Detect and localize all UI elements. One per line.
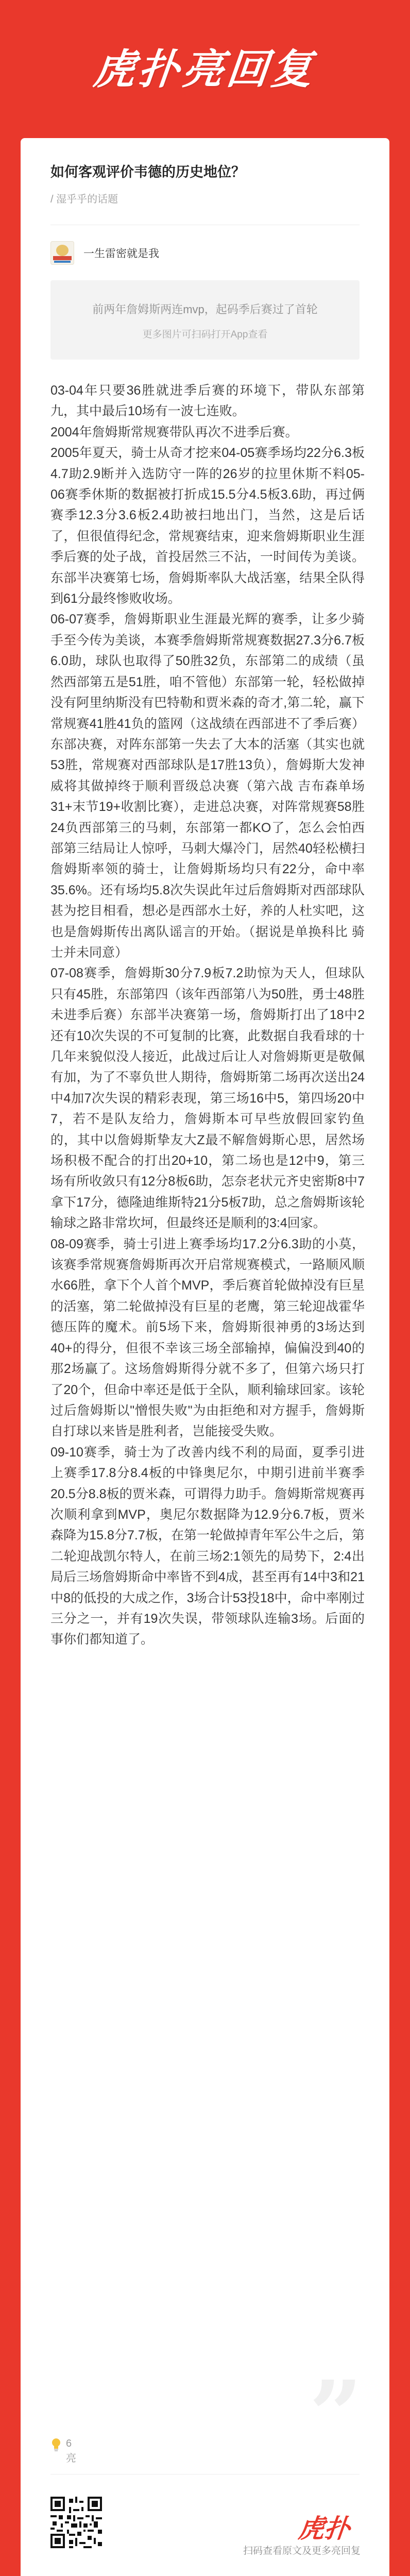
quote-mark-icon: ” xyxy=(309,2361,363,2469)
divider xyxy=(50,2474,360,2475)
answer-paragraph: 2004年詹姆斯常规赛带队再次不进季后赛。 xyxy=(50,425,298,439)
answer-paragraph: 08-09赛季，骑士引进上赛季场均17.2分6.3助的小莫，该赛季常规赛詹姆斯再次开启常规赛模式，一路顺风顺水66胜，拿下个人首个MVP，季后赛首轮做掉没有巨星的活塞，第二轮做掉没有巨星的老鹰，第三轮迎战霍华德压阵的魔术。前5场下来，詹姆斯很神勇的3场达到40+的得分，但很不幸该三场全部输掉，偏偏没到40的那2场赢了。这场詹姆斯得分就不多了，但第六场只打了20个，但命中率还是低于全队，顺利输球回家。该轮过后詹姆斯以"憎恨失败"为由拒绝和对方握手，詹姆斯自打球以来皆是胜利者，岂能接受失败。 xyxy=(50,1236,365,1439)
answer-paragraph: 09-10赛季，骑士为了改善内线不利的局面，夏季引进上赛季17.8分8.4板的中锋奥尼尔，中期引进前半赛季20.5分8.8板的贾米森，可谓得力助手。詹姆斯常规赛再次顺利拿到MVP，奥尼尔数据降为12.9分6.7板，贾米森降为15.8分7.7板，在第一轮做掉青年军公牛之后，第二轮迎战凯尔特人，在前三场2:1领先的局势下，2:4出局后三场詹姆斯命中率皆不到4成，甚至再有14中3和21中8的低投的大成之作，3场合计53投18中，命中率刚过三分之一，并有19次失误，带领球队连输3场。后面的事你们都知道了。 xyxy=(50,1445,365,1647)
author-name[interactable]: 一生雷密就是我 xyxy=(83,248,159,260)
avatar-icon[interactable] xyxy=(50,241,74,265)
answer-body xyxy=(50,380,365,1650)
topic-link[interactable]: / 湿乎乎的话题 xyxy=(50,194,118,205)
scan-hint: 扫码查看原文及更多亮回复 xyxy=(243,2546,361,2556)
question-title[interactable]: 如何客观评价韦德的历史地位？ xyxy=(50,164,245,180)
quoted-reply xyxy=(50,280,360,360)
answer-paragraph: 03-04年只要36胜就进季后赛的环境下，带队东部第九，其中最后10场有一波七连败。 xyxy=(50,383,365,419)
quoted-reply-text: 前两年詹姆斯两连mvp，起码季后赛过了首轮 xyxy=(92,303,318,316)
answer-paragraph: 2005年夏天，骑士从奇才挖来04-05赛季场均22分6.3板4.7助2.9断并入选防守一阵的26岁的拉里休斯不料05-06赛季休斯的数据被打折成15.5分4.5板3.6助，再过俩赛季12.3分3.6板2.4助被扫地出门，当然，这是后话了，但很值得纪念，常规赛结束，迎来詹姆斯职业生涯季后赛的处子战，首投居然三不沾，一时间传为美谈。东部半决赛第七场，詹姆斯率队大战活塞，结果全队得到61分最终惨败收场。 xyxy=(50,446,365,606)
quoted-reply-hint: 更多图片可扫码打开App查看 xyxy=(142,329,268,340)
answer-paragraph: 07-08赛季，詹姆斯30分7.9板7.2助惊为天人，但球队只有45胜，东部第四（该年西部第八为50胜，勇士48胜未进季后赛）东部半决赛第一场，詹姆斯打出了18中2还有10次失误的不可复制的比赛，此数据自我看球的十几年来貌似没人接近，此战过后让人对詹姆斯更是敬佩有加，为了不辜负世人期待，詹姆斯第二场再次送出24中4加7次失误的精彩表现，第三场16中5，第四场20中7，若不是队友给力，詹姆斯本可早些放假回家钓鱼的，其中以詹姆斯挚友大Z最不解詹姆斯心思，居然场场积极不配合的打出20+10，第二场也是12中9，第三场有所收敛只有12分8板6助，怎奈老状元齐史密斯8中7拿下17分，德隆迪维斯特21分5板7助，总之詹姆斯该轮输球之路非常坎坷，但最终还是顺利的3:4回家。 xyxy=(50,966,365,1231)
like-count: 6亮 xyxy=(66,2438,76,2464)
logo-text: 虎扑亮回复 xyxy=(91,45,318,93)
logo xyxy=(0,36,410,95)
answer-paragraph: 06-07赛季，詹姆斯职业生涯最光辉的赛季，让多少骑手至今传为美谈，本赛季詹姆斯常规赛数据27.3分6.7板6.0助，球队也取得了50胜32负，东部第二的成绩（虽然西部第五是51胜，咱不管他）东部第一轮，轻松做掉没有阿里纳斯没有巴特勒和贾米森的奇才,第二轮，赢下常规赛41胜41负的篮网（这战绩在西部进不了季后赛）东部决赛，对阵东部第一失去了大本的活塞（其实也就53胜，常规赛对西部球队是17胜13负），詹姆斯大发神威将其做掉终于顺利晋级总决赛（第六战 吉布森单场31+末节19+收割比赛），走进总决赛，对阵常规赛58胜24负西部第三的马刺，东部第一都KO了，怎么会怕西部第三结局让人惊呼，马刺大爆冷门，居然40轻松横扫詹姆斯率领的骑士，让詹姆斯场均只有22分，命中率35.6%。还有场均5.8次失误此年过后詹姆斯对西部球队甚为挖目相看，想必是西部水土好，养的人杜实吧，这也是詹姆斯传出离队谣言的开始。（据说是单换科比 骑士并未同意） xyxy=(50,612,365,960)
brand-logo: 虎扑 xyxy=(297,2513,352,2544)
answer-card xyxy=(21,138,389,2576)
header xyxy=(0,0,410,138)
lightbulb-icon xyxy=(50,2438,62,2451)
qr-code-icon[interactable] xyxy=(50,2497,102,2548)
